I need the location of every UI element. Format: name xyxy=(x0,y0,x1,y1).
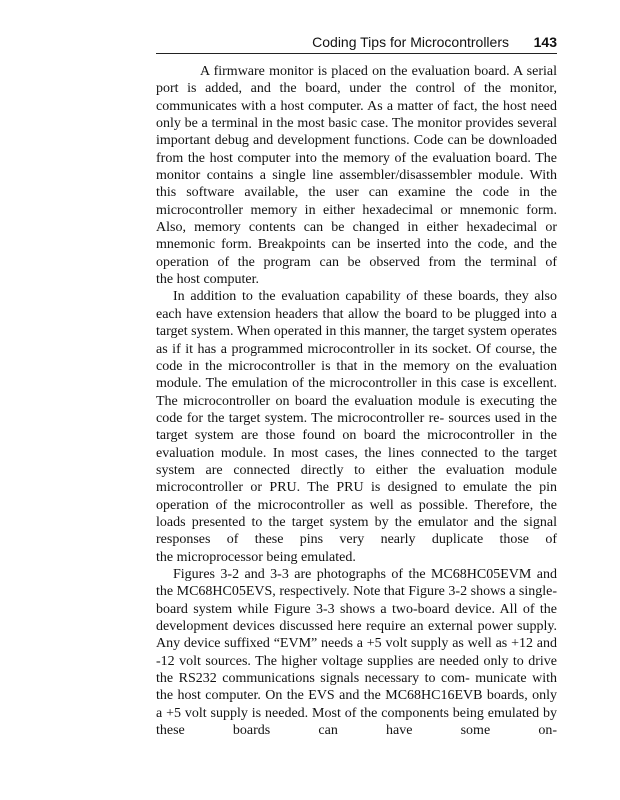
body-text xyxy=(156,63,557,739)
paragraph-2 xyxy=(156,288,557,566)
paragraph-1-text: A firmware monitor is placed on the evaluation board. A serial port is added, and the board, under the control of the monitor, communicates with a host computer. As a matter of fact, the host need only be a terminal in the most basic case. The monitor provides several important debug and development functions. Code can be downloaded from the host computer into the memory of the evaluation board. The monitor contains a single line assembler/disassembler module. With this software available, the user can examine the code in the microcontroller memory in either hexadecimal or mnemonic form. Also, memory contents can be changed in either hexadecimal or mnemonic form. Breakpoints can be inserted into the code, and the operation of the program can be observed from the terminal of xyxy=(156,64,557,270)
paragraph-1-last-line: the host computer. xyxy=(156,272,260,288)
running-header xyxy=(156,31,557,53)
paragraph-2-last-line: the microprocessor being emulated. xyxy=(156,549,356,565)
running-title: Coding Tips for Microcontrollers xyxy=(312,34,509,50)
paragraph-3 xyxy=(156,566,557,739)
paragraph-1 xyxy=(156,63,557,288)
page-number: 143 xyxy=(533,34,557,50)
paragraph-3-text: Figures 3-2 and 3-3 are photographs of the MC68HC05EVM and the MC68HC05EVS, respectively. Note that Figure 3-2 shows a single-board system while Figure 3-3 shows a two-board device. All of the development devices discussed here require an external power supply. Any device suffixed “EVM” needs a +5 volt supply as well as +12 and -12 volt sources. The higher voltage supplies are needed only to drive the RS232 communications signals necessary to com- municate with the host computer. On the EVS and the MC68HC16EVB boards, only a +5 volt supply is needed. Most of the components being emulated by these boards can have some on- xyxy=(156,566,557,739)
header-rule xyxy=(156,53,557,54)
paragraph-2-text: In addition to the evaluation capability of these boards, they also each have extension headers that allow the board to be plugged into a target system. When operated in this manner, the target system operates as if it has a programmed microcontroller in its socket. Of course, the code in the microcontroller is that in the memory on the evaluation module. The emulation of the microcontroller in this case is excellent. The microcontroller on board the evaluation module is executing the code for the target system. The microcontroller re- sources used in the target system are those found on board the microcontroller in the evaluation module. In most cases, the lines connected to the target system are connected directly to either the evaluation module microcontroller or PRU. The PRU is designed to emulate the pin operation of the microcontroller as well as possible. Therefore, the loads presented to the target system by the emulator and the signal responses of these pins very nearly duplicate those of xyxy=(156,289,557,548)
